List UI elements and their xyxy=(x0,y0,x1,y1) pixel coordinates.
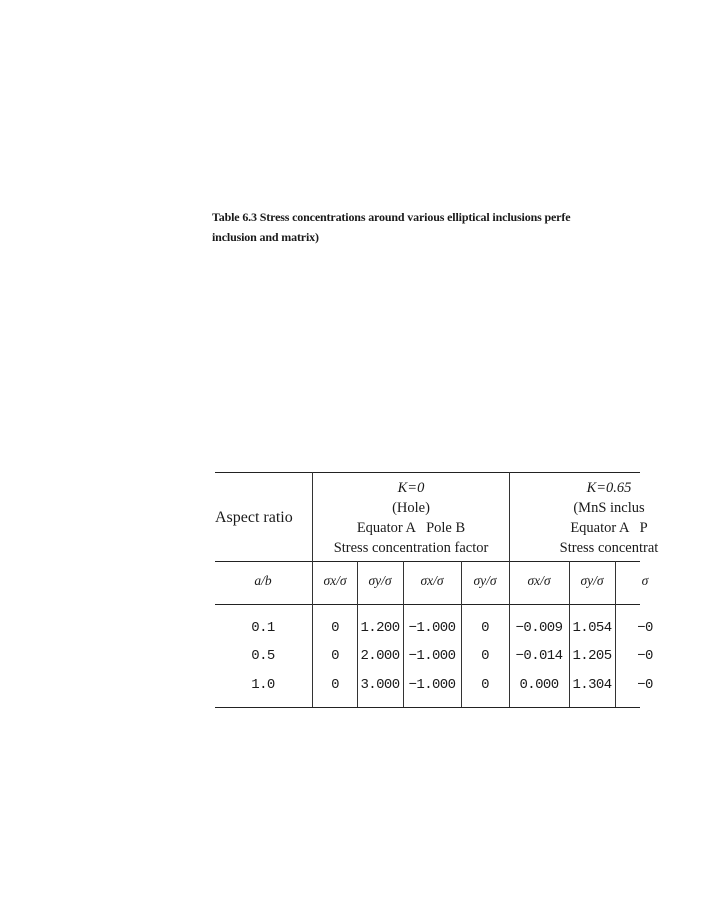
subheader-cell: σy/σ xyxy=(473,573,497,588)
table-cell: −0.014 xyxy=(515,648,563,664)
table-cell: 1.304 xyxy=(572,677,612,693)
subheader-cell: a/b xyxy=(254,573,272,588)
table-cell: 0.1 xyxy=(251,620,275,636)
table-cell: −1.000 xyxy=(408,648,456,664)
table-cell: −0 xyxy=(637,648,653,664)
table-header-rule xyxy=(215,561,640,562)
table-cell: −1.000 xyxy=(408,620,456,636)
group-mns-k: K=0.65 xyxy=(586,480,632,496)
group-mns-header xyxy=(511,478,707,558)
table-cell: 1.054 xyxy=(572,620,612,636)
table-cell: −0 xyxy=(637,620,653,636)
table-cell: 0.000 xyxy=(519,677,559,693)
table-cell: 3.000 xyxy=(360,677,400,693)
table-cell: −1.000 xyxy=(408,677,456,693)
table-cell: −0 xyxy=(637,677,653,693)
table-bottom-rule xyxy=(215,707,640,708)
table-cell: 0 xyxy=(331,677,339,693)
table-cell: 1.205 xyxy=(572,648,612,664)
table-cell: 2.000 xyxy=(360,648,400,664)
group-mns-locations: Equator A P xyxy=(570,520,648,536)
table-cell: 0.5 xyxy=(251,648,275,664)
table-cell: 0 xyxy=(331,648,339,664)
subheader-cell: σy/σ xyxy=(368,573,392,588)
table-caption xyxy=(212,207,672,247)
vline-group-mid xyxy=(509,472,510,707)
table-cell: 0 xyxy=(481,677,489,693)
subheader-cell: σ xyxy=(641,573,649,588)
group-mns-name: (MnS inclus xyxy=(573,500,645,516)
group-hole-factor: Stress concentration factor xyxy=(333,540,489,556)
table-cell: 0 xyxy=(481,648,489,664)
group-hole-header xyxy=(313,478,509,558)
table-subheader-rule xyxy=(215,604,640,605)
group-mns-factor: Stress concentrat xyxy=(559,540,659,556)
aspect-ratio-header: Aspect ratio xyxy=(215,509,293,526)
subheader-cell: σx/σ xyxy=(527,573,551,588)
subheader-cell: σx/σ xyxy=(420,573,444,588)
caption-line-1: Table 6.3 Stress concentrations around various elliptical inclusions perfe xyxy=(212,210,571,224)
group-hole-name: (Hole) xyxy=(392,500,430,516)
caption-line-2: inclusion and matrix) xyxy=(212,230,319,244)
stress-table xyxy=(215,472,675,712)
group-hole-locations: Equator A Pole B xyxy=(356,520,466,536)
table-cell: 1.200 xyxy=(360,620,400,636)
subheader-cell: σx/σ xyxy=(323,573,347,588)
table-cell: 0 xyxy=(331,620,339,636)
subheader-cell: σy/σ xyxy=(580,573,604,588)
group-hole-k: K=0 xyxy=(397,480,425,496)
table-cell: −0.009 xyxy=(515,620,563,636)
table-cell: 1.0 xyxy=(251,677,275,693)
table-top-rule xyxy=(215,472,640,473)
table-cell: 0 xyxy=(481,620,489,636)
